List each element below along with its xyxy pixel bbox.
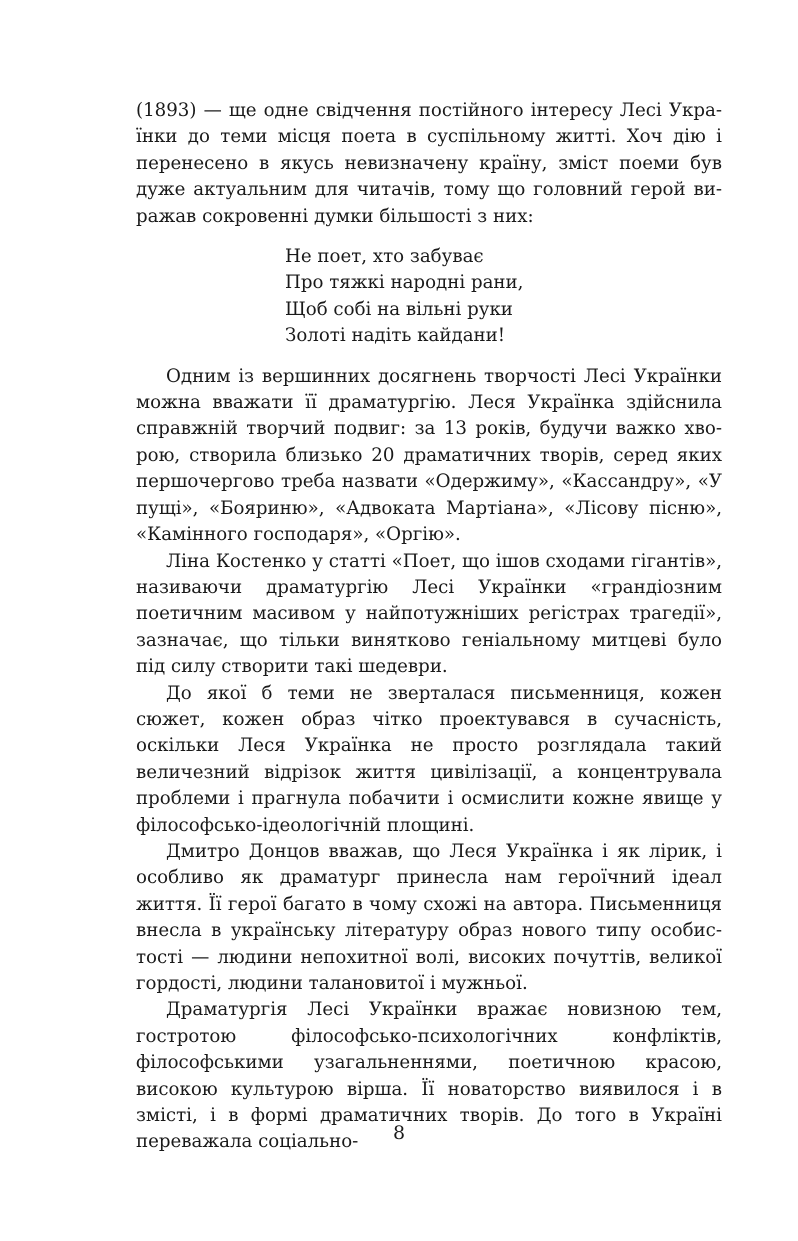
paragraph-dontsov: Дмитро Донцов вважав, що Леся Українка і як лірик, і особливо як драматург принесла нам героїчний ідеал життя. Її герої багато в чому схожі на автора. Письменниця внесла в українську літературу образ нового типу особистості — людини непохитної волі, високих почуттів, великої гордості, людини талановитої і мужньої. xyxy=(136,840,722,994)
verse-line: Золоті надіть кайдани! xyxy=(285,325,506,347)
opening-paragraph: (1893) — ще одне свідчення постійного інтересу Лесі Українки до теми місця поета в суспільному житті. Хоч дію і перенесено в якусь невизначену країну, зміст поеми був дуже актуальним для читачів, тому що головний герой виражав сокровенні думки більшості з них: xyxy=(136,100,722,227)
paragraph-dramaturgy: Одним із вершинних досягнень творчості Лесі Українки можна вважати її драматургію. Леся Українка здійснила справжній творчий подвиг: за 13 років, будучи важко хворою, створила близько 20 драматичних творів, серед яких першочергово треба назвати «Одержиму», «Кассандру», «У пущі», «Бояриню», «Адвоката Мартіана», «Лісову пісню», «Камінного господаря», «Оргію». xyxy=(136,365,722,546)
verse-line: Щоб собі на вільні руки xyxy=(285,298,513,320)
verse-line: Про тяжкі народні рани, xyxy=(285,272,524,294)
text-block xyxy=(136,98,722,1156)
verse-quote xyxy=(285,244,722,350)
paragraph-kostenko: Ліна Костенко у статті «Поет, що ішов сходами гігантів», називаючи драматургію Лесі Українки «грандіозним поетичним масивом у найпотужніших регістрах трагедії», зазначає, що тільки винятково геніальному митцеві було під силу створити такі шедеври. xyxy=(136,550,722,678)
page-number: 8 xyxy=(392,1122,406,1144)
paragraph-themes: До якої б теми не зверталася письменниця, кожен сюжет, кожен образ чітко проектувався в сучасність, оскільки Леся Українка не просто розглядала такий величезний відрізок життя цивілізації, а концентрувала проблеми і прагнула побачити і осмислити кожне явище у філософсько-ідеологічній площині. xyxy=(136,682,722,836)
paragraph-innovation: Драматургія Лесі Українки вражає новизною тем, гостротою філософсько-психологічних конфліктів, філософськими узагальненнями, поетичною красою, високою культурою вірша. Її новаторство виявилося і в змісті, і в формі драматичних творів. До того в Україні переважала соціально- xyxy=(136,999,722,1153)
verse-line: Не поет, хто забуває xyxy=(285,246,484,268)
